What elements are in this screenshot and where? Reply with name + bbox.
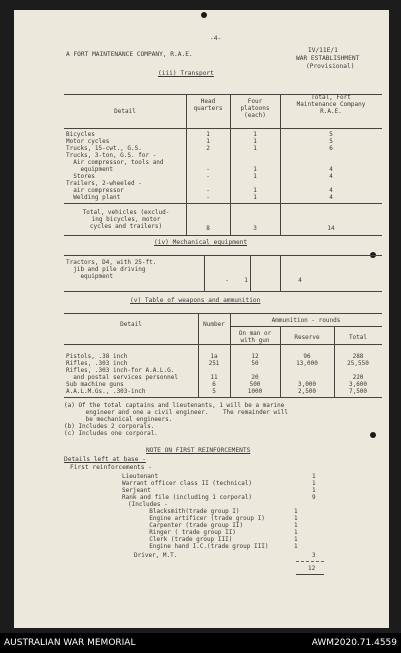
reinf-line: Engine hand I.C.(trade group III) — [142, 543, 269, 550]
cell-total: 5 — [329, 131, 333, 138]
transport-row: Trucks, 3-ton, G.S. for - Air compressor, tools and equipment — [66, 152, 164, 173]
weapons-col-reserve: Reserve — [294, 334, 320, 341]
reinf-line: Warrant officer class II (technical) — [122, 480, 253, 487]
transport-col-detail: Detail — [114, 108, 136, 115]
cell-platoon: 1 — [253, 138, 257, 145]
reinf-value: 1 — [294, 536, 298, 543]
weapons-row: A.A.L.M.Gs., .303-inch — [66, 388, 146, 395]
cell-total: 4 — [329, 166, 333, 173]
document-page — [14, 10, 389, 628]
weapons-col-ammo: Ammunition - rounds — [271, 317, 341, 324]
weapons-title: (v) Table of weapons and ammunition — [130, 297, 261, 304]
cell-number: 11 — [210, 374, 218, 381]
page-number: -4- — [210, 35, 222, 42]
cell-hq: - — [206, 187, 210, 194]
cell-total: 4 — [329, 194, 333, 201]
reinf-value: 1 — [312, 487, 316, 494]
transport-row: Motor cycles — [66, 138, 110, 145]
cell-reserve: 13,000 — [296, 360, 318, 367]
weapons-row: Sub machine guns — [66, 381, 124, 388]
cell-on-man: 1000 — [247, 388, 263, 395]
cell-total: 7,500 — [348, 388, 368, 395]
reinf-line: (Includes - — [128, 501, 168, 508]
reinf-value: 9 — [312, 494, 316, 501]
reinf-value: 1 — [294, 543, 298, 550]
cell-total: 3,600 — [348, 381, 368, 388]
reinf-total: 12 — [308, 565, 316, 572]
mech-title: (iv) Mechanical equipment — [154, 239, 248, 246]
reinf-line: Blacksmith(trade group I) — [142, 508, 240, 515]
transport-total-platoon: 3 — [253, 225, 257, 232]
cell-platoon: 1 — [253, 131, 257, 138]
cell-reserve: 2,500 — [297, 388, 317, 395]
reinf-value: 1 — [312, 480, 316, 487]
reinforcements-title: NOTE ON FIRST REINFORCEMENTS — [146, 447, 251, 454]
cell-hq: 2 — [206, 145, 210, 152]
reinf-line: Ringer ( trade group II) — [142, 529, 236, 536]
reinf-value: 1 — [294, 529, 298, 536]
cell-hq: 1 — [206, 138, 210, 145]
transport-row: Welding plant — [66, 194, 121, 201]
reinf-value: 1 — [294, 522, 298, 529]
details-left-at-base: Details left at base - — [64, 456, 146, 463]
cell-hq: - — [206, 166, 210, 173]
weapons-row: Rifles, .303 inch-for A.A.L.G. and postal services personnel — [66, 367, 178, 381]
reinf-line: Clerk (trade group III) — [142, 536, 233, 543]
cell-number: 6 — [212, 381, 216, 388]
cell-platoon: 1 — [253, 166, 257, 173]
cell-hq: - — [206, 194, 210, 201]
transport-total-hq: 8 — [206, 225, 210, 232]
cell-total: 220 — [352, 374, 364, 381]
cell-total: 25,550 — [347, 360, 369, 367]
cell-total: 288 — [352, 353, 364, 360]
mech-total: 4 — [298, 277, 302, 284]
cell-reserve: 3,000 — [297, 381, 317, 388]
reinf-line: Serjeant — [122, 487, 151, 494]
reinf-value: 1 — [312, 473, 316, 480]
reinf-line: Driver, M.T. — [134, 552, 178, 559]
unit-title: A FORT MAINTENANCE COMPANY, R.A.E. — [66, 51, 193, 58]
reinf-line: Rank and file (including 1 corporal) — [122, 494, 253, 501]
weapons-row: Pistols, .38 inch — [66, 353, 128, 360]
cell-platoon: 1 — [253, 187, 257, 194]
cell-total: 4 — [329, 173, 333, 180]
cell-total: 4 — [329, 187, 333, 194]
transport-col-platoons: Four platoons (each) — [240, 98, 270, 119]
weapons-col-total: Total — [348, 334, 368, 341]
archive-footer — [0, 633, 401, 653]
transport-row: Bicycles — [66, 131, 95, 138]
note-a: (a) Of the total captains and lieutenants, 1 will be a marine engineer and one a civil engineer. The remainder will be mechanical engineers. — [64, 402, 288, 423]
cell-number: 5 — [212, 388, 216, 395]
mech-row: Tractors, D4, with 25-ft. jib and pile driving equipment — [66, 259, 157, 280]
punch-hole — [201, 12, 207, 18]
footer-institution: AUSTRALIAN WAR MEMORIAL — [4, 638, 136, 648]
reinf-value: 3 — [312, 552, 316, 559]
weapons-col-number: Number — [203, 321, 225, 328]
note-c: (c) Includes one corporal. — [64, 430, 158, 437]
transport-col-total: Total, Fort Maintenance Company R.A.E. — [296, 94, 366, 115]
cell-on-man: 12 — [251, 353, 259, 360]
mech-hq: - — [225, 277, 229, 284]
reinf-line: Engine artificer (trade group I) — [142, 515, 265, 522]
weapons-row: Rifles, .303 inch — [66, 360, 128, 367]
note-b: (b) Includes 2 corporals. — [64, 423, 155, 430]
cell-number: 1a — [210, 353, 218, 360]
weapons-col-detail: Detail — [120, 321, 142, 328]
cell-number: 251 — [208, 360, 220, 367]
reinf-line: Carpenter (trade group II) — [142, 522, 244, 529]
cell-total: 6 — [329, 145, 333, 152]
reinf-value: 1 — [294, 508, 298, 515]
footer-accession: AWM2020.71.4559 — [311, 638, 397, 648]
reinf-value: 1 — [294, 515, 298, 522]
cell-on-man: 50 — [251, 360, 259, 367]
cell-platoon: 1 — [253, 194, 257, 201]
mech-platoon: 1 — [244, 277, 248, 284]
transport-title: (iii) Transport — [158, 70, 214, 77]
establishment-type: WAR ESTABLISHMENT — [296, 55, 360, 62]
reinf-line: Lieutenant — [122, 473, 159, 480]
cell-platoon: 1 — [253, 145, 257, 152]
cell-hq: 1 — [206, 131, 210, 138]
transport-row: Trailers, 2-wheeled - air compressor — [66, 180, 142, 194]
transport-col-hq: Head quarters — [193, 98, 223, 112]
punch-hole — [370, 432, 376, 438]
cell-platoon: 1 — [253, 173, 257, 180]
cell-reserve: 96 — [303, 353, 311, 360]
cell-on-man: 500 — [249, 381, 261, 388]
cell-hq: - — [206, 173, 210, 180]
weapons-col-man: On man or with gun — [238, 330, 272, 344]
establishment-status: (Provisional) — [306, 63, 355, 70]
cell-total: 5 — [329, 138, 333, 145]
transport-row: Trucks, 15-cwt., G.S. — [66, 145, 142, 152]
establishment-ref: IV/11E/1 — [308, 47, 338, 54]
cell-on-man: 20 — [251, 374, 259, 381]
transport-row: Stores — [66, 173, 95, 180]
transport-total-label: Total, vehicles (exclud- ing bicycles, motor cycles and trailers) — [82, 209, 170, 230]
first-reinforcements: First reinforcements - — [70, 464, 152, 471]
transport-total-company: 14 — [327, 225, 335, 232]
